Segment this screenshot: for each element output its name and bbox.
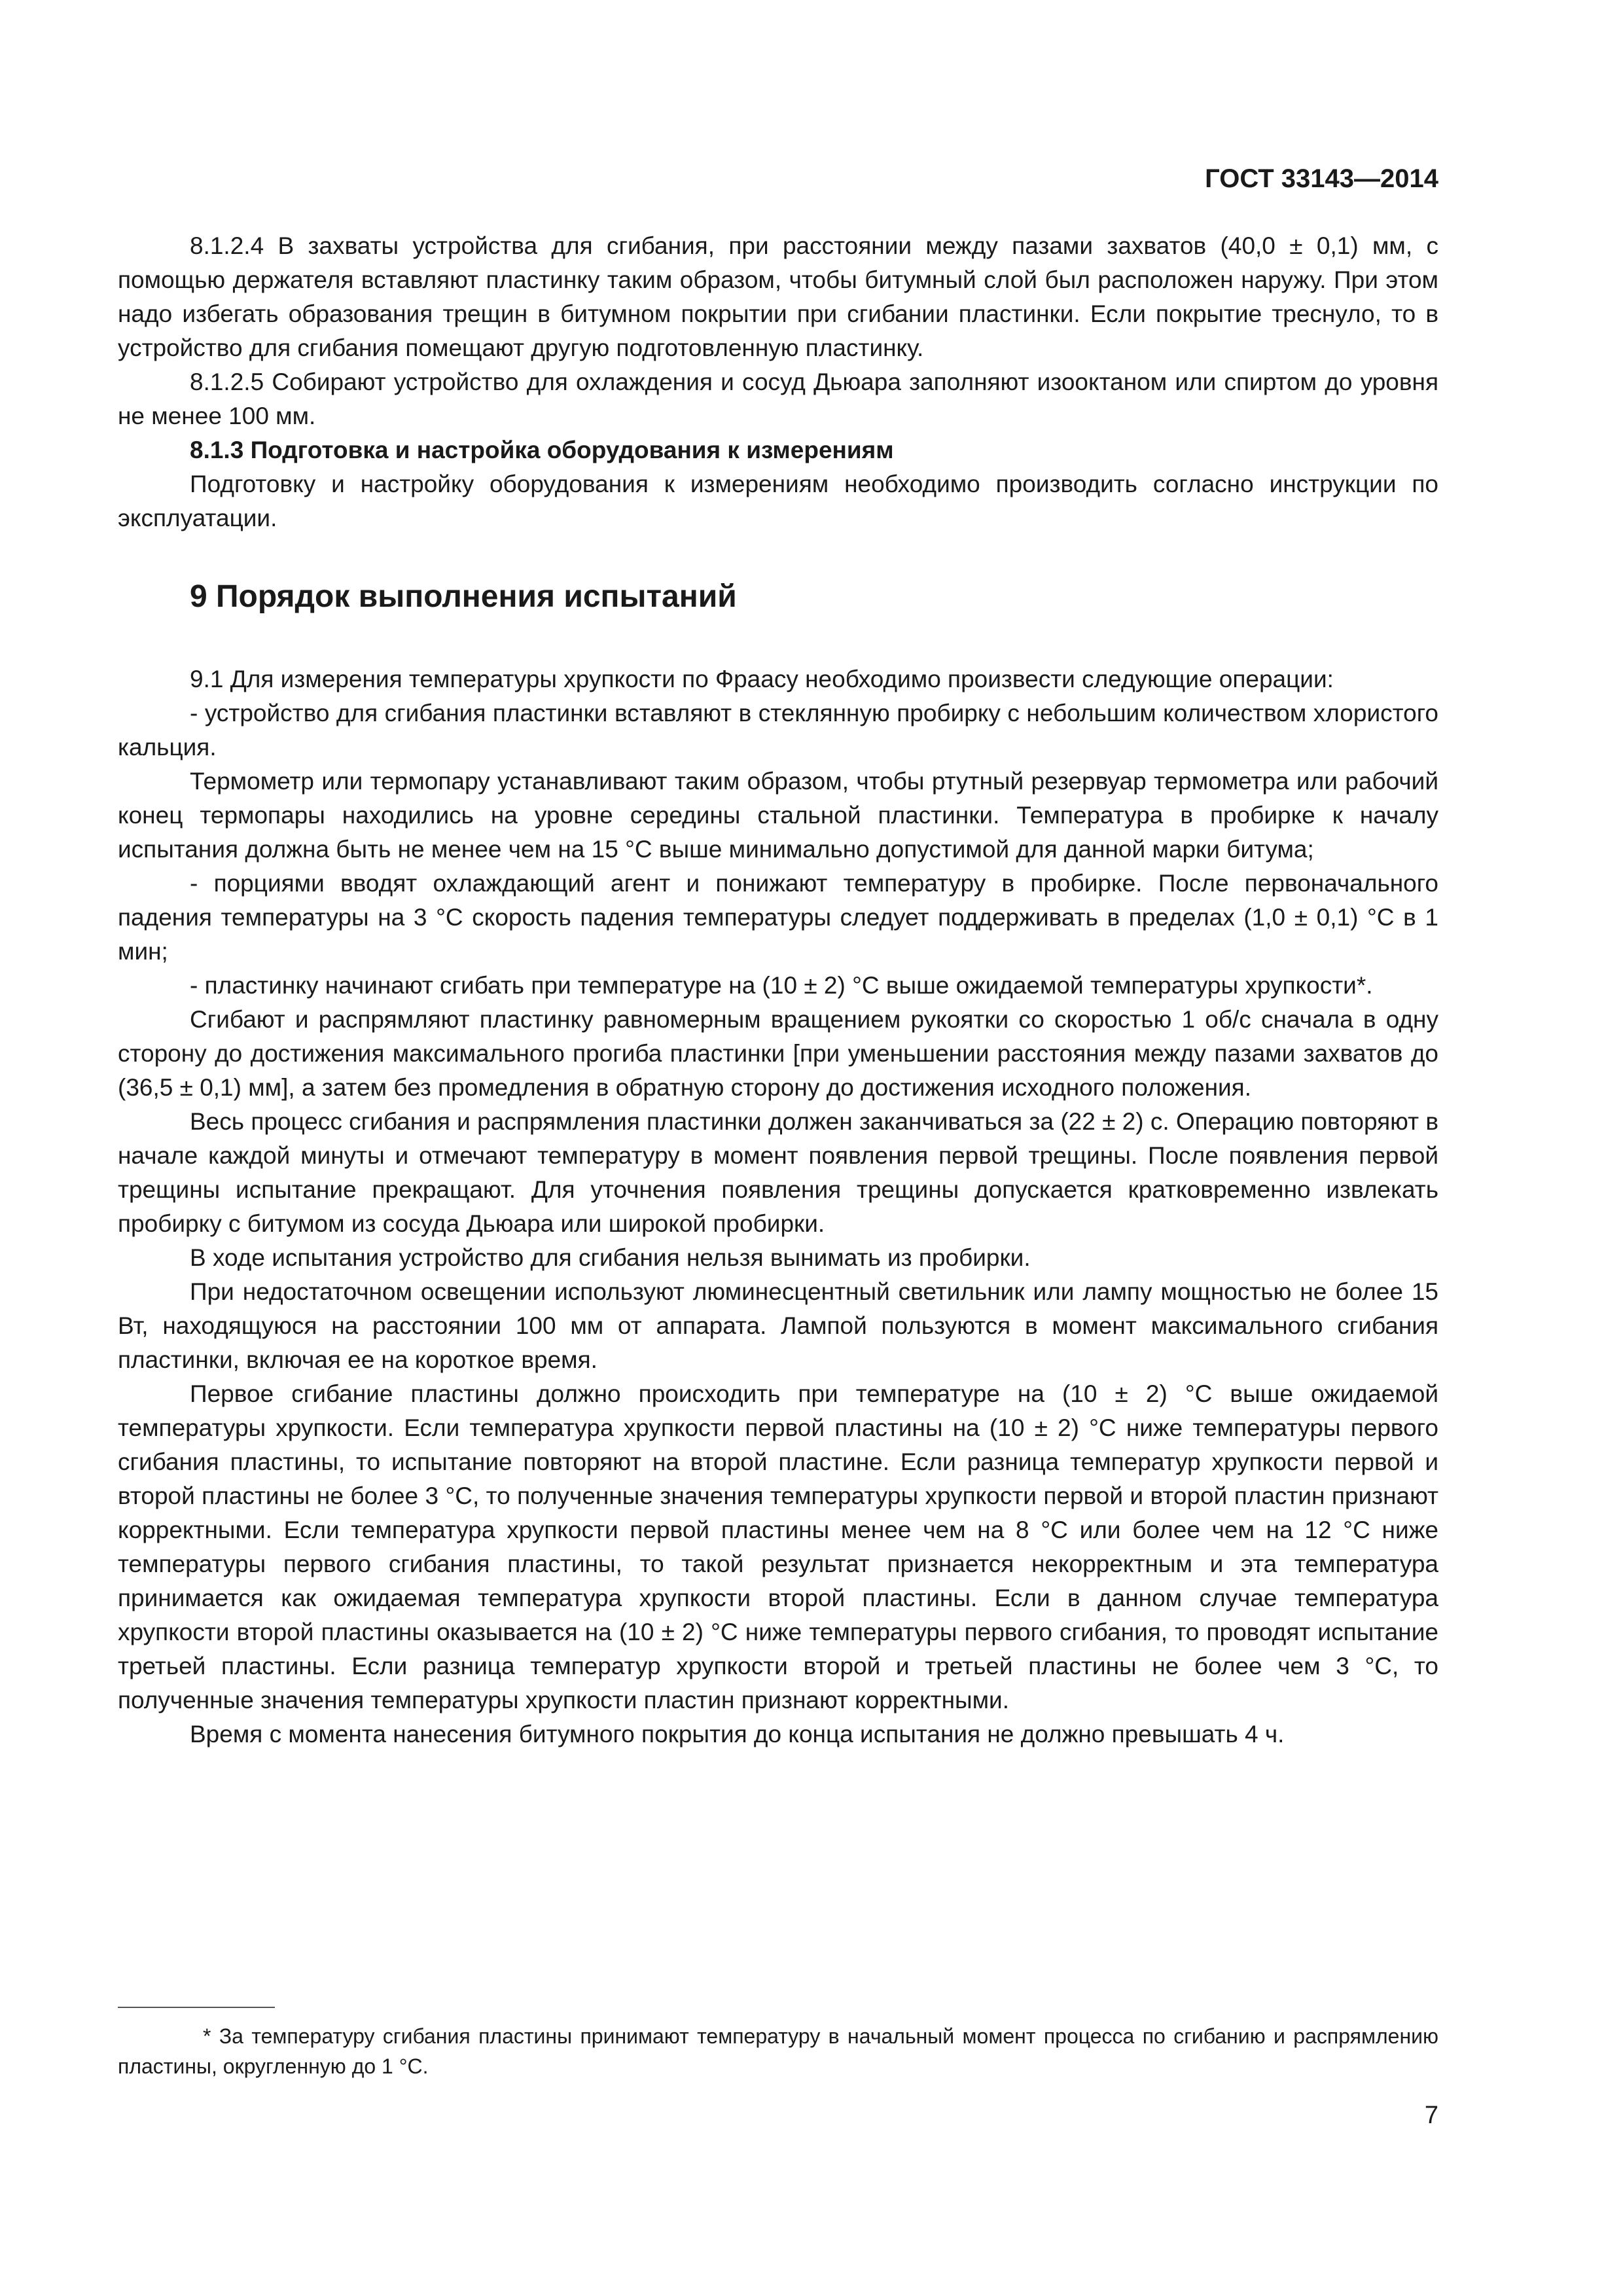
list-item-insert-device: - устройство для сгибания пластинки вставляют в стеклянную пробирку с небольшим количеством хлористого кальция. (118, 700, 1438, 761)
section-heading-9: 9 Порядок выполнения испытаний (190, 579, 737, 614)
paragraph-do-not-remove: В ходе испытания устройство для сгибания нельзя вынимать из пробирки. (190, 1244, 1031, 1271)
paragraph-lighting: При недостаточном освещении используют люминесцентный светильник или лампу мощностью не более 15 Вт, находящуюся на расстоянии 100 мм от аппарата. Лампой пользуются в момент максимального сгибания пластинки, включая ее на короткое время. (118, 1278, 1438, 1373)
footnote: * За температуру сгибания пластины принимают температуру в начальный момент процесса по сгибанию и распрямлению пластины, округленную до 1 °С. (118, 2024, 1438, 2078)
document-body (118, 229, 1438, 1751)
paragraph-9-1: 9.1 Для измерения температуры хрупкости по Фраасу необходимо произвести следующие операции: (190, 666, 1334, 692)
footnote-divider (118, 2007, 275, 2008)
list-item-start-bending: - пластинку начинают сгибать при температуре на (10 ± 2) °С выше ожидаемой температуры хрупкости*. (190, 972, 1373, 999)
subsection-heading-8-1-3: 8.1.3 Подготовка и настройка оборудования к измерениям (190, 437, 894, 463)
paragraph-8-1-3-body: Подготовку и настройку оборудования к измерениям необходимо производить согласно инструкции по эксплуатации. (118, 471, 1438, 531)
paragraph-8-1-2-5: 8.1.2.5 Собирают устройство для охлаждения и сосуд Дьюара заполняют изооктаном или спиртом до уровня не менее 100 мм. (118, 368, 1438, 429)
page-number: 7 (1424, 2102, 1438, 2129)
document-code-header: ГОСТ 33143—2014 (1205, 164, 1438, 193)
list-item-cooling-agent: - порциями вводят охлаждающий агент и понижают температуру в пробирке. После первоначального падения температуры на 3 °С скорость падения температуры следует поддерживать в пределах (1,0 ± 0,1) °С в 1 мин; (118, 870, 1438, 965)
paragraph-bending-procedure: Сгибают и распрямляют пластинку равномерным вращением рукоятки со скоростью 1 об/с сначала в одну сторону до достижения максимального прогиба пластинки [при уменьшении расстояния между пазами захватов до (36,5 ± 0,1) мм], а затем без промедления в обратную сторону до достижения исходного положения. (118, 1006, 1438, 1101)
paragraph-bending-duration: Весь процесс сгибания и распрямления пластинки должен заканчиваться за (22 ± 2) с. Операцию повторяют в начале каждой минуты и отмечают температуру в момент появления первой трещины. После появления первой трещины испытание прекращают. Для уточнения появления трещины допускается кратковременно извлекать пробирку с битумом из сосуда Дьюара или широкой пробирки. (118, 1108, 1438, 1237)
paragraph-time-limit: Время с момента нанесения битумного покрытия до конца испытания не должно превышать 4 ч. (190, 1721, 1285, 1748)
paragraph-thermometer: Термометр или термопару устанавливают таким образом, чтобы ртутный резервуар термометра или рабочий конец термопары находились на уровне середины стальной пластинки. Температура в пробирке к началу испытания должна быть не менее чем на 15 °С выше минимально допустимой для данной марки битума; (118, 768, 1438, 863)
paragraph-first-bending: Первое сгибание пластины должно происходить при температуре на (10 ± 2) °С выше ожидаемой температуры хрупкости. Если температура хрупкости первой пластины на (10 ± 2) °С ниже температуры первого сгибания пластины, то испытание повторяют на второй пластине. Если разница температур хрупкости первой и второй пластины не более 3 °С, то полученные значения температуры хрупкости первой и второй пластин признают корректными. Если температура хрупкости первой пластины менее чем на 8 °С или более чем на 12 °С ниже температуры первого сгибания пластины, то такой результат признается некорректным и эта температура принимается как ожидаемая температура хрупкости второй пластины. Если в данном случае температура хрупкости второй пластины оказывается на (10 ± 2) °С ниже температуры первого сгибания, то проводят испытание третьей пластины. Если разница температур хрупкости второй и третьей пластины не более чем 3 °С, то полученные значения температуры хрупкости пластин признают корректными. (118, 1380, 1438, 1713)
paragraph-8-1-2-4: 8.1.2.4 В захваты устройства для сгибания, при расстоянии между пазами захватов (40,0 ± 0,1) мм, с помощью держателя вставляют пластинку таким образом, чтобы битумный слой был расположен наружу. При этом надо избегать образования трещин в битумном покрытии при сгибании пластинки. Если покрытие треснуло, то в устройство для сгибания помещают другую подготовленную пластинку. (118, 232, 1438, 361)
